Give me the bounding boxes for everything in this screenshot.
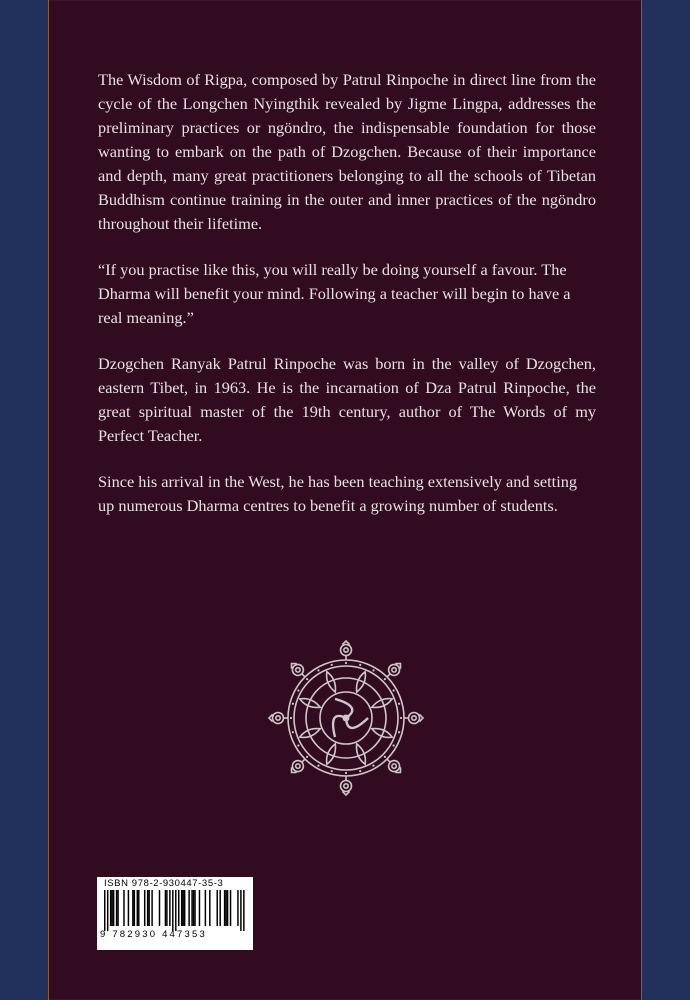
barcode-bar [224, 890, 225, 926]
barcode-bars [100, 890, 250, 931]
paragraph-quote: “If you practise like this, you will really be doing yourself a favour. The Dharma will benefit your mind. Following a teacher will begin to have a real meaning.” [98, 260, 571, 327]
barcode-bar [184, 890, 185, 926]
barcode-bar [199, 890, 200, 926]
barcode-bar [243, 890, 244, 931]
barcode-bar [107, 890, 108, 931]
paragraph-activity: Since his arrival in the West, he has been teaching extensively and setting up numerous Dharma centres to benefit a growing number of students. [98, 472, 578, 515]
barcode-bar [193, 890, 194, 926]
barcode-bar [144, 890, 145, 926]
barcode-bar [123, 890, 124, 926]
barcode-bar [219, 890, 220, 926]
barcode-panel [97, 877, 253, 950]
barcode-bar [134, 890, 135, 926]
barcode-bar [227, 890, 228, 926]
barcode-bar [159, 890, 160, 926]
barcode-bar [191, 890, 192, 926]
barcode-bar [165, 890, 166, 926]
barcode-bar [172, 890, 173, 931]
right-edge-line [641, 0, 642, 1000]
barcode-bar [175, 890, 176, 931]
barcode-bar [132, 890, 133, 926]
barcode-bar [138, 890, 139, 926]
blurb-text [98, 68, 596, 540]
barcode-bar [169, 890, 170, 926]
barcode-bar [194, 890, 195, 926]
barcode-bar [111, 890, 112, 926]
barcode-bar [147, 890, 148, 926]
barcode-bar [104, 890, 105, 931]
paragraph-description: The Wisdom of Rigpa, composed by Patrul Rinpoche in direct line from the cycle of the Longchen Nyingthik revealed by Jigme Lingpa, addresses the preliminary practices or ngöndro, the indispensable foundation for those wanting to embark on the path of Dzogchen. Because of their importance and depth, many great practitioners belonging to all the schools of Tibetan Buddhism continue training in the outer and inner practices of the ngöndro throughout their lifetime. [98, 70, 596, 233]
dharma-wheel-icon [256, 628, 436, 808]
barcode-bar [181, 890, 182, 926]
barcode-bar [188, 890, 189, 926]
left-edge-line [48, 0, 49, 1000]
barcode-digits: 9 782930 447353 [100, 929, 207, 940]
barcode-bar [110, 890, 111, 926]
barcode-bar [166, 890, 167, 926]
barcode-bar [117, 890, 118, 926]
barcode-bar [240, 890, 241, 931]
barcode-bar [209, 890, 210, 926]
barcode-bar [148, 890, 149, 926]
barcode-bar [182, 890, 183, 926]
barcode-bar [230, 890, 231, 926]
barcode-bar [237, 890, 238, 926]
paragraph-author-bio: Dzogchen Ranyak Patrul Rinpoche was born in the valley of Dzogchen, eastern Tibet, in 1963. He is the incarnation of Dza Patrul Rinpoche, the great spiritual master of the 19th century, author of The Words of my Perfect Teacher. [98, 354, 596, 445]
barcode-bar [216, 890, 217, 926]
isbn-label: ISBN 978-2-930447-35-3 [104, 878, 224, 889]
barcode-bar [116, 890, 117, 926]
barcode-bar [205, 890, 206, 926]
barcode-bar [113, 890, 114, 926]
barcode-bar [225, 890, 226, 926]
barcode-bar [137, 890, 138, 926]
barcode-bar [178, 890, 179, 926]
barcode-bar [128, 890, 129, 926]
barcode-bar [151, 890, 152, 926]
